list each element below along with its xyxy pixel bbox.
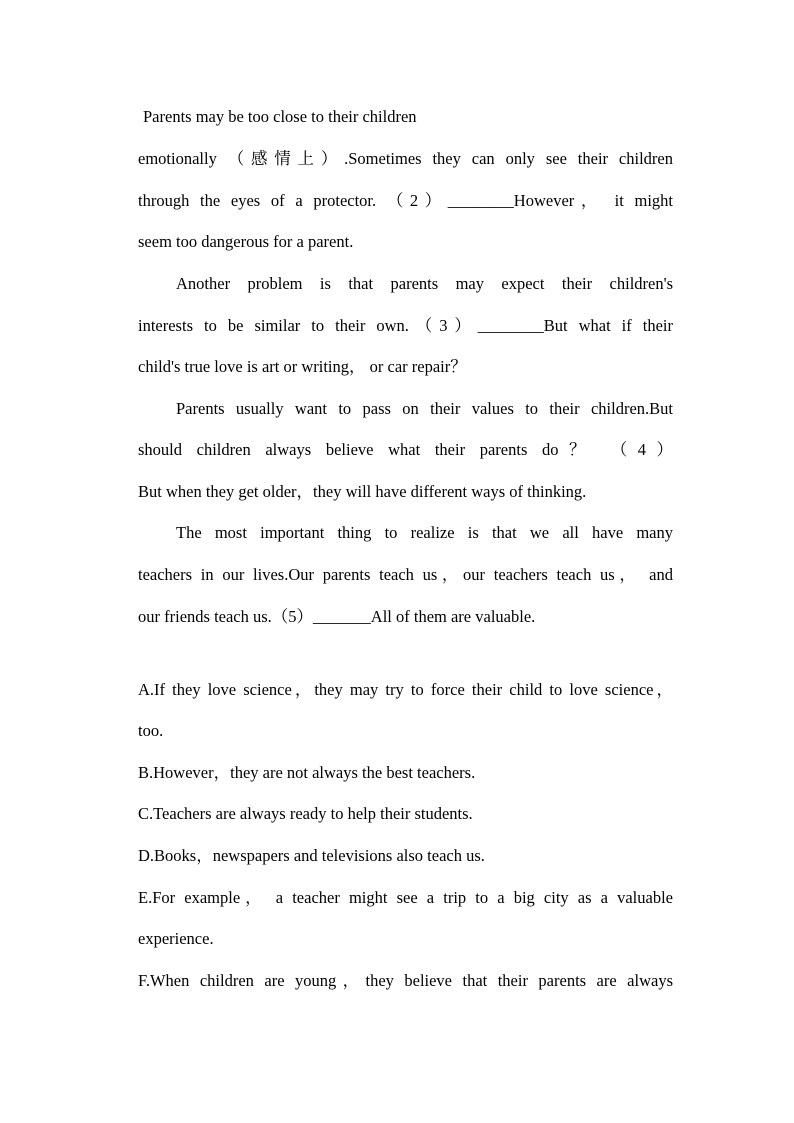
passage-line: emotionally （感情上）.Sometimes they can only see their children xyxy=(138,149,673,168)
option-a-line: too. xyxy=(138,721,164,740)
passage-line: our friends teach us.（5）_______All of them are valuable. xyxy=(138,607,536,626)
option-d: D.Books，newspapers and televisions also teach us. xyxy=(138,846,485,865)
passage-line: Parents usually want to pass on their values to their children.But xyxy=(176,399,673,418)
option-c: C.Teachers are always ready to help their students. xyxy=(138,804,473,823)
option-a-line: A.If they love science，they may try to force their child to love science， xyxy=(138,680,673,699)
passage-line: Another problem is that parents may expect their children's xyxy=(176,274,673,293)
option-e-line: E.For example， a teacher might see a trip to a big city as a valuable xyxy=(138,888,673,907)
passage-line: teachers in our lives.Our parents teach us，our teachers teach us， and xyxy=(138,565,673,584)
passage-line: The most important thing to realize is that we all have many xyxy=(176,523,673,542)
passage-line: child's true love is art or writing， or car repair？ xyxy=(138,357,467,376)
option-f: F.When children are young，they believe that their parents are always xyxy=(138,971,673,990)
passage-line: should children always believe what their parents do？ （4） xyxy=(138,440,673,459)
passage-line: interests to be similar to their own.（3）________But what if their xyxy=(138,316,673,335)
passage-line: seem too dangerous for a parent. xyxy=(138,232,354,251)
passage-line: through the eyes of a protector. （2）________However， it might xyxy=(138,191,673,210)
option-e-line: experience. xyxy=(138,929,214,948)
option-b: B.However，they are not always the best teachers. xyxy=(138,763,476,782)
passage-line: But when they get older，they will have different ways of thinking. xyxy=(138,482,587,501)
passage-line: Parents may be too close to their children xyxy=(143,107,417,126)
